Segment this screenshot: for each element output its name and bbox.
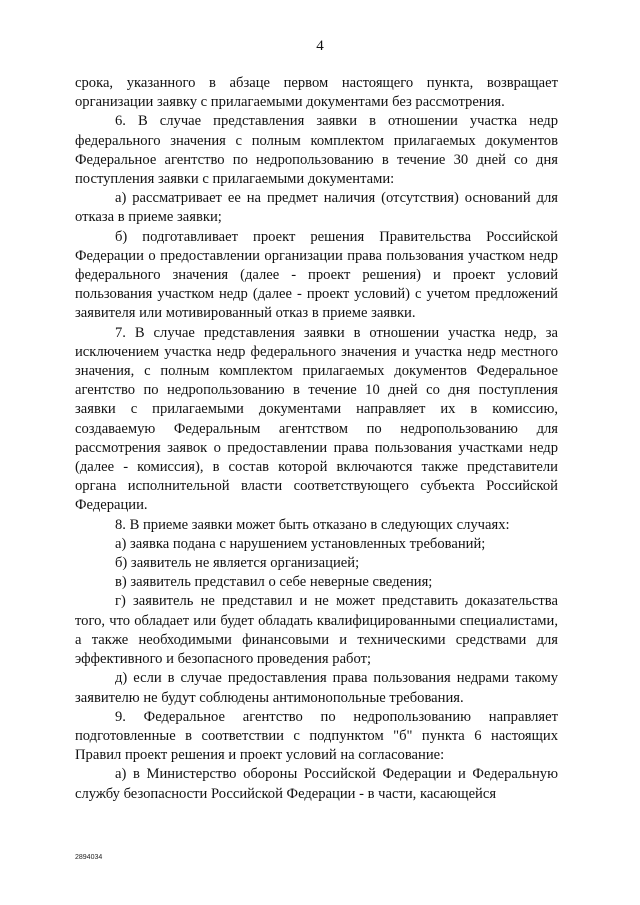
document-code: 2894034: [75, 854, 103, 861]
paragraph-item-6: 6. В случае представления заявки в отношении участка недр федерального значения с полным комплектом прилагаемых документов Федеральное агентство по недропользованию в течение 30 дней со дня поступления заявки с прилагаемыми документами:: [75, 113, 558, 188]
paragraph-item-8g: г) заявитель не представил и не может представить доказательства того, что обладает или будет обладать квалифицированными специалистами, а также необходимыми финансовыми и техническими средствами для эффективного и безопасного проведения работ;: [75, 593, 558, 668]
paragraph-item-8: 8. В приеме заявки может быть отказано в следующих случаях:: [115, 516, 510, 533]
paragraph-item-6b: б) подготавливает проект решения Правительства Российской Федерации о предоставлении организации права пользования участком недр федерального значения (далее - проект решения) и проект условий пользования участком недр (далее - проект условий) с учетом предложений заявителя или мотивированный отказ в приеме заявки.: [75, 228, 558, 322]
paragraph-item-9a: а) в Министерство обороны Российской Федерации и Федеральную службу безопасности Российской Федерации - в части, касающейся: [75, 766, 558, 802]
paragraph-item-8a: а) заявка подана с нарушением установленных требований;: [115, 535, 486, 552]
paragraph-item-6a: а) рассматривает ее на предмет наличия (отсутствия) оснований для отказа в приеме заявки;: [75, 190, 558, 226]
document-body: [75, 74, 558, 804]
paragraph-item-7: 7. В случае представления заявки в отношении участка недр, за исключением участка недр федерального значения и участка недр местного значения, с полным комплектом прилагаемых документов Федеральное агентство по недропользованию в течение 10 дней со дня поступления заявки с прилагаемыми документами направляет их в комиссию, создаваемую Федеральным агентством по недропользованию для рассмотрения заявок о предоставлении права пользования участками недр (далее - комиссия), в состав которой включаются также представители органа исполнительной власти соответствующего субъекта Российской Федерации.: [75, 324, 558, 514]
paragraph-item-8b: б) заявитель не является организацией;: [115, 555, 360, 572]
paragraph-item-9: 9. Федеральное агентство по недропользованию направляет подготовленные в соответствии с подпунктом "б" пункта 6 настоящих Правил проект решения и проект условий на согласование:: [75, 708, 558, 764]
paragraph-item-8d: д) если в случае предоставления права пользования недрами такому заявителю не будут соблюдены антимонопольные требования.: [75, 670, 558, 706]
page-number: 4: [316, 38, 324, 54]
paragraph-item-8v: в) заявитель представил о себе неверные сведения;: [115, 574, 433, 591]
paragraph-continuation: срока, указанного в абзаце первом настоящего пункта, возвращает организации заявку с прилагаемыми документами без рассмотрения.: [75, 75, 558, 111]
